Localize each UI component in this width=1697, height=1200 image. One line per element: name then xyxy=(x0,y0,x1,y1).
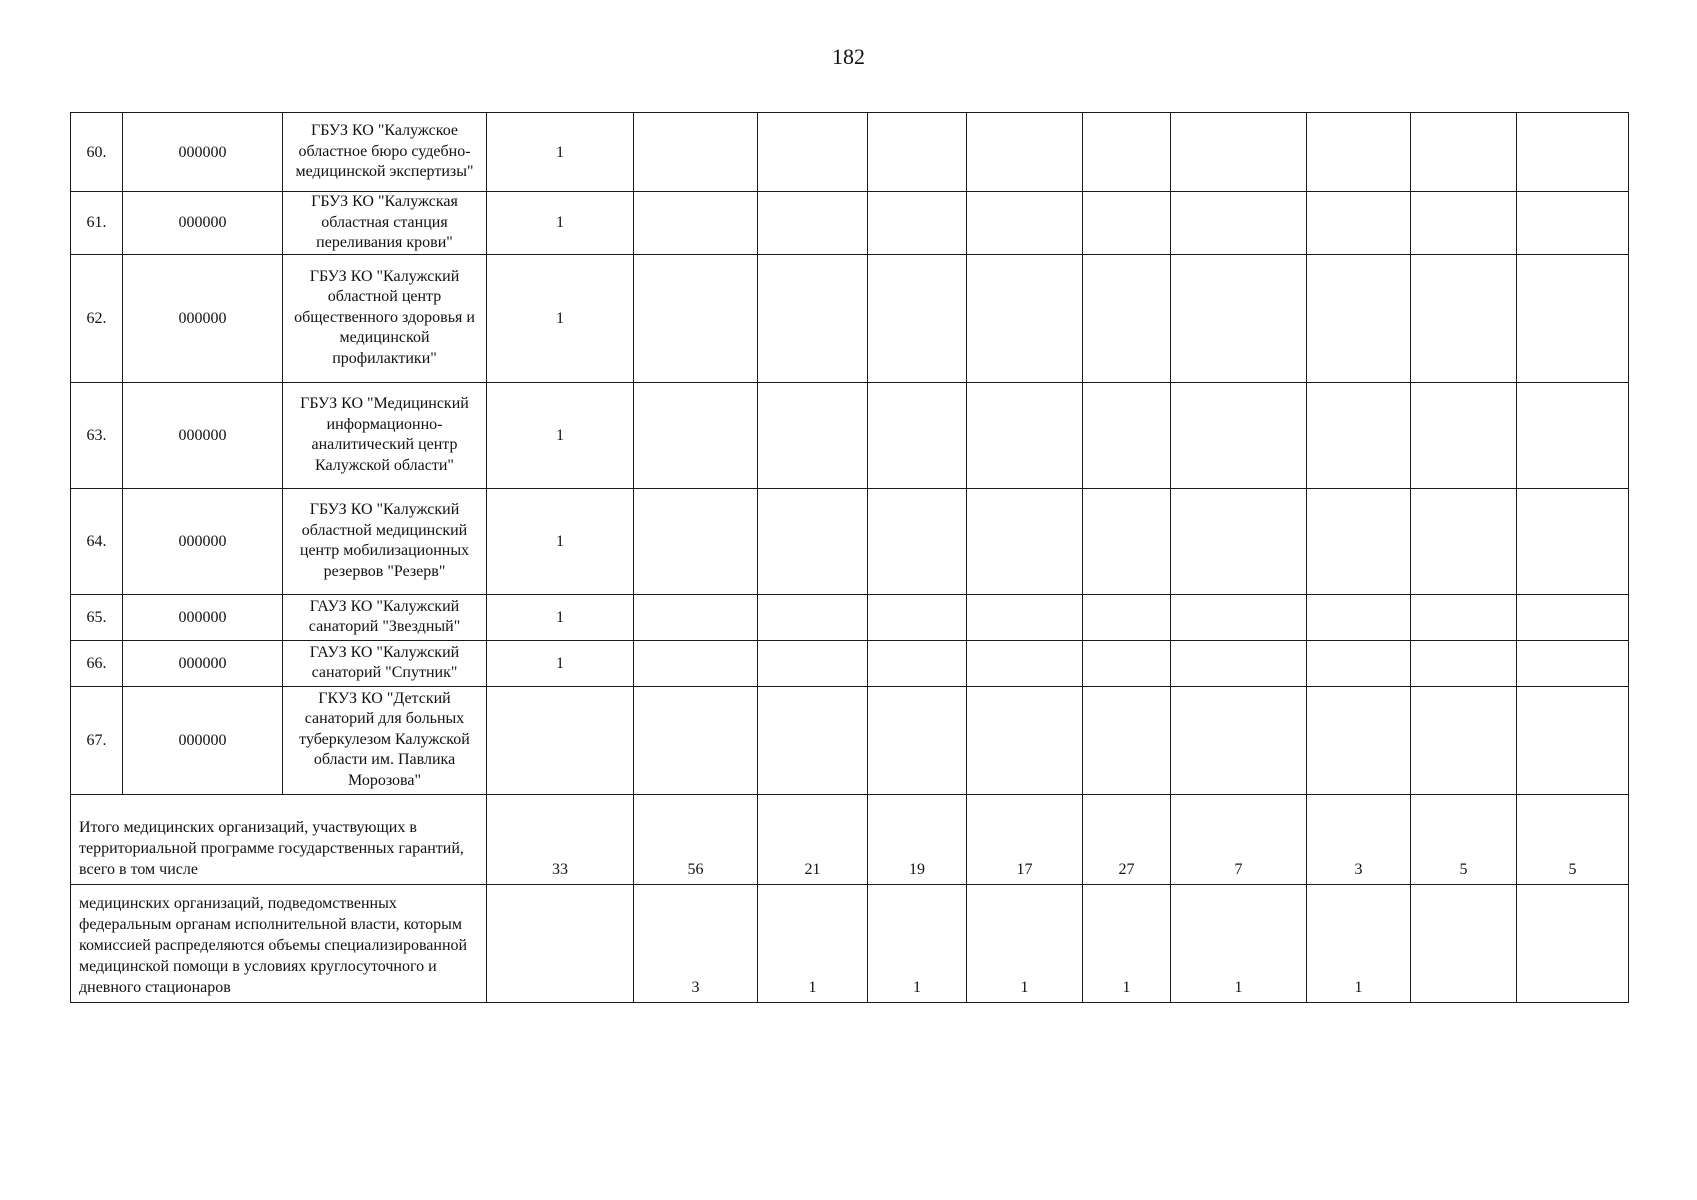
org-code: 000000 xyxy=(123,594,283,640)
empty-cell xyxy=(634,113,758,192)
empty-cell xyxy=(1517,192,1629,255)
row-number: 60. xyxy=(71,113,123,192)
org-name: ГАУЗ КО "Калужский санаторий "Спутник" xyxy=(283,640,487,686)
org-name: ГБУЗ КО "Калужская областная станция переливания крови" xyxy=(283,192,487,255)
row-number: 66. xyxy=(71,640,123,686)
empty-cell xyxy=(967,594,1083,640)
total-value: 21 xyxy=(758,794,868,884)
empty-cell xyxy=(758,640,868,686)
empty-cell xyxy=(1307,382,1411,488)
total-value: 27 xyxy=(1083,794,1171,884)
federal-label: медицинских организаций, подведомственных федеральным органам исполнительной власти, которым комиссией распределяются объемы специализированной медицинской помощи в условиях круглосуточного и дневного стационаров xyxy=(71,884,487,1002)
empty-cell xyxy=(634,192,758,255)
empty-cell xyxy=(1083,640,1171,686)
federal-value: 3 xyxy=(634,884,758,1002)
total-value: 33 xyxy=(487,794,634,884)
total-label: Итого медицинских организаций, участвующих в территориальной программе государственных гарантий, всего в том числе xyxy=(71,794,487,884)
empty-cell xyxy=(758,594,868,640)
org-name: ГКУЗ КО "Детский санаторий для больных туберкулезом Калужской области им. Павлика Морозова" xyxy=(283,686,487,794)
empty-cell xyxy=(1083,686,1171,794)
empty-cell xyxy=(1411,488,1517,594)
org-code: 000000 xyxy=(123,254,283,382)
empty-cell xyxy=(634,254,758,382)
row-number: 64. xyxy=(71,488,123,594)
org-name: ГАУЗ КО "Калужский санаторий "Звездный" xyxy=(283,594,487,640)
row-number: 65. xyxy=(71,594,123,640)
medical-organizations-table xyxy=(70,112,1629,1003)
empty-cell xyxy=(1307,192,1411,255)
empty-cell xyxy=(1307,594,1411,640)
empty-cell xyxy=(1517,113,1629,192)
org-code: 000000 xyxy=(123,686,283,794)
empty-cell xyxy=(1517,382,1629,488)
empty-cell xyxy=(1517,686,1629,794)
total-value: 19 xyxy=(868,794,967,884)
row-number: 61. xyxy=(71,192,123,255)
table-row xyxy=(71,113,1629,192)
table-row xyxy=(71,192,1629,255)
empty-cell xyxy=(1083,192,1171,255)
table-row xyxy=(71,594,1629,640)
page-number: 182 xyxy=(832,44,865,69)
value-cell: 1 xyxy=(487,254,634,382)
empty-cell xyxy=(868,254,967,382)
empty-cell xyxy=(967,113,1083,192)
empty-cell xyxy=(1171,488,1307,594)
empty-cell xyxy=(1307,113,1411,192)
empty-cell xyxy=(1307,686,1411,794)
org-code: 000000 xyxy=(123,192,283,255)
federal-value: 1 xyxy=(1083,884,1171,1002)
empty-cell xyxy=(868,113,967,192)
empty-cell xyxy=(1517,488,1629,594)
empty-cell xyxy=(1517,594,1629,640)
empty-cell xyxy=(1171,640,1307,686)
empty-cell xyxy=(1517,640,1629,686)
empty-cell xyxy=(758,113,868,192)
empty-cell xyxy=(1411,113,1517,192)
org-name: ГБУЗ КО "Медицинский информационно-аналитический центр Калужской области" xyxy=(283,382,487,488)
empty-cell xyxy=(758,382,868,488)
table-row xyxy=(71,382,1629,488)
org-code: 000000 xyxy=(123,640,283,686)
empty-cell xyxy=(868,488,967,594)
value-cell: 1 xyxy=(487,382,634,488)
empty-cell xyxy=(1307,254,1411,382)
value-cell: 1 xyxy=(487,488,634,594)
empty-cell xyxy=(634,594,758,640)
table-row xyxy=(71,488,1629,594)
table-row xyxy=(71,254,1629,382)
empty-cell xyxy=(967,488,1083,594)
empty-cell xyxy=(1083,382,1171,488)
empty-cell xyxy=(1411,192,1517,255)
table-row xyxy=(71,640,1629,686)
empty-cell xyxy=(1171,594,1307,640)
empty-cell xyxy=(634,640,758,686)
federal-value: 1 xyxy=(758,884,868,1002)
empty-cell xyxy=(1083,254,1171,382)
org-code: 000000 xyxy=(123,382,283,488)
empty-cell xyxy=(1411,686,1517,794)
empty-cell xyxy=(967,382,1083,488)
empty-cell xyxy=(1307,640,1411,686)
row-number: 62. xyxy=(71,254,123,382)
federal-value xyxy=(1411,884,1517,1002)
total-value: 7 xyxy=(1171,794,1307,884)
empty-cell xyxy=(1411,254,1517,382)
value-cell: 1 xyxy=(487,113,634,192)
empty-cell xyxy=(1171,192,1307,255)
table-row xyxy=(71,686,1629,794)
empty-cell xyxy=(1517,254,1629,382)
empty-cell xyxy=(868,594,967,640)
empty-cell xyxy=(868,382,967,488)
empty-cell xyxy=(967,192,1083,255)
empty-cell xyxy=(634,382,758,488)
value-cell: 1 xyxy=(487,640,634,686)
empty-cell xyxy=(1171,113,1307,192)
org-name: ГБУЗ КО "Калужское областное бюро судебно-медицинской экспертизы" xyxy=(283,113,487,192)
empty-cell xyxy=(1307,488,1411,594)
empty-cell xyxy=(634,488,758,594)
total-value: 17 xyxy=(967,794,1083,884)
total-value: 56 xyxy=(634,794,758,884)
org-code: 000000 xyxy=(123,113,283,192)
value-cell: 1 xyxy=(487,192,634,255)
empty-cell xyxy=(868,192,967,255)
empty-cell xyxy=(1411,382,1517,488)
total-value: 5 xyxy=(1411,794,1517,884)
empty-cell xyxy=(1083,594,1171,640)
org-name: ГБУЗ КО "Калужский областной медицинский центр мобилизационных резервов "Резерв" xyxy=(283,488,487,594)
federal-value: 1 xyxy=(1307,884,1411,1002)
total-value: 5 xyxy=(1517,794,1629,884)
org-name: ГБУЗ КО "Калужский областной центр общественного здоровья и медицинской профилактики" xyxy=(283,254,487,382)
value-cell xyxy=(487,686,634,794)
empty-cell xyxy=(868,686,967,794)
empty-cell xyxy=(1171,686,1307,794)
empty-cell xyxy=(758,488,868,594)
empty-cell xyxy=(758,192,868,255)
federal-value xyxy=(487,884,634,1002)
empty-cell xyxy=(758,686,868,794)
empty-cell xyxy=(1171,382,1307,488)
empty-cell xyxy=(1411,640,1517,686)
empty-cell xyxy=(1171,254,1307,382)
org-code: 000000 xyxy=(123,488,283,594)
federal-value: 1 xyxy=(868,884,967,1002)
row-number: 63. xyxy=(71,382,123,488)
empty-cell xyxy=(967,686,1083,794)
total-value: 3 xyxy=(1307,794,1411,884)
empty-cell xyxy=(1083,488,1171,594)
federal-value xyxy=(1517,884,1629,1002)
empty-cell xyxy=(634,686,758,794)
empty-cell xyxy=(967,640,1083,686)
empty-cell xyxy=(1083,113,1171,192)
total-row xyxy=(71,794,1629,884)
federal-value: 1 xyxy=(967,884,1083,1002)
federal-value: 1 xyxy=(1171,884,1307,1002)
empty-cell xyxy=(758,254,868,382)
federal-row xyxy=(71,884,1629,1002)
empty-cell xyxy=(868,640,967,686)
value-cell: 1 xyxy=(487,594,634,640)
empty-cell xyxy=(967,254,1083,382)
empty-cell xyxy=(1411,594,1517,640)
row-number: 67. xyxy=(71,686,123,794)
